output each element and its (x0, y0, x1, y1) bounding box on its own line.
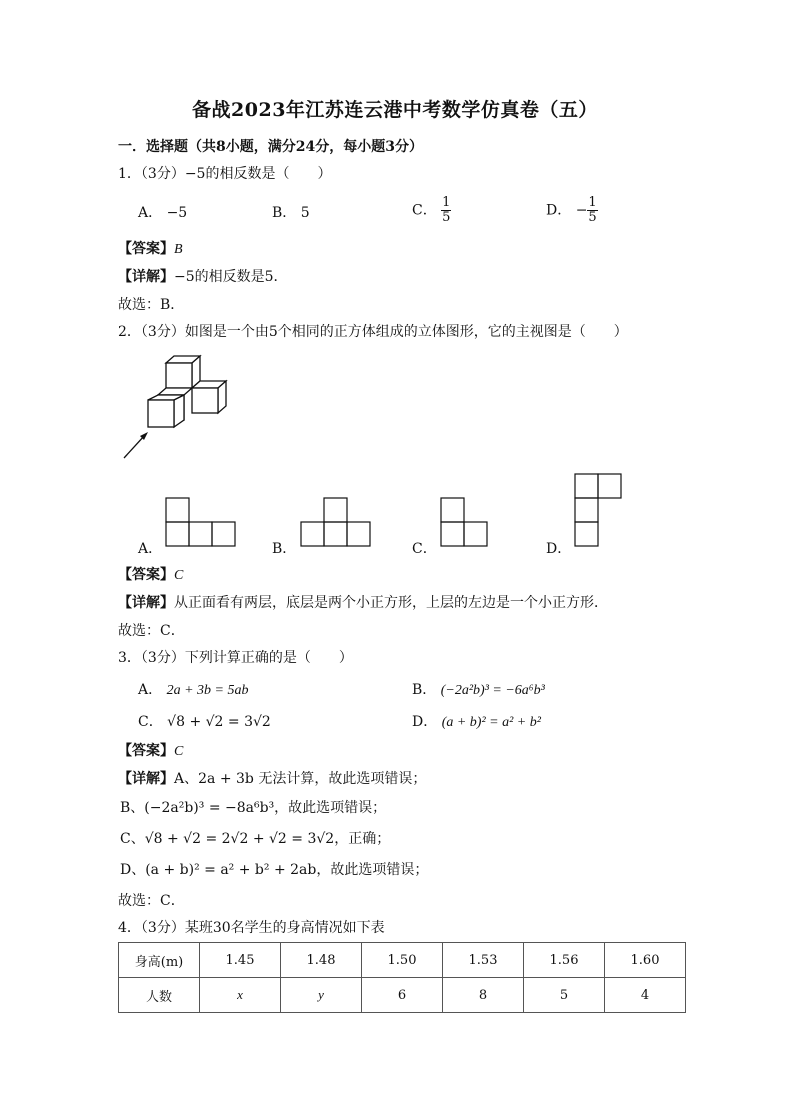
height-table (118, 942, 686, 1013)
table-row (119, 978, 686, 1013)
q2-explain: 【详解】从正面看有两层，底层是两个小正方形，上层的左边是一个小正方形． (118, 595, 608, 611)
table-cell: 人数 (119, 978, 200, 1013)
q1-option-d: D． − $\frac{1}{5}$ (546, 195, 597, 225)
q2-option-d-figure (574, 473, 624, 547)
q1-explain: 【详解】−5的相反数是5． (118, 269, 288, 285)
q2-option-a-figure (165, 497, 237, 547)
table-cell: 6 (362, 978, 443, 1013)
q3-option-b: B． (−2a²b)³ = −6a⁶b³ (412, 682, 545, 698)
table-row (119, 943, 686, 978)
table-cell: x (200, 978, 281, 1013)
table-cell: 5 (524, 978, 605, 1013)
q2-answer: 【答案】C (118, 567, 184, 583)
q3-explain-b: B、(−2a²b)³ = −8a⁶b³，故此选项错误； (120, 800, 387, 816)
q3-explain-c: C、√8 + √2 = 2√2 + √2 = 3√2，正确； (120, 831, 391, 847)
table-cell: 1.45 (200, 943, 281, 978)
q1-option-c: C． $\frac{1}{5}$ (412, 195, 451, 225)
table-cell: 1.50 (362, 943, 443, 978)
q1-answer: 【答案】B (118, 241, 183, 257)
q1-option-a: A． −5 (138, 205, 188, 221)
table-cell: 8 (443, 978, 524, 1013)
q3-explain-a: 【详解】A、2a + 3b 无法计算，故此选项错误； (118, 771, 427, 787)
q1-choose: 故选：B． (118, 297, 185, 313)
table-cell: 1.56 (524, 943, 605, 978)
q2-option-b-label: B． (272, 541, 297, 557)
q3-choose: 故选：C． (118, 893, 185, 909)
table-cell: y (281, 978, 362, 1013)
q2-option-a-label: A． (138, 541, 163, 557)
q2-stem: 2．（3分）如图是一个由5个相同的正方体组成的立体图形，它的主视图是（ ） (118, 324, 628, 340)
q2-option-d-label: D． (546, 541, 572, 557)
fraction: $\frac{1}{5}$ (588, 195, 597, 225)
q2-option-b-figure (300, 497, 372, 547)
q2-option-c-label: C． (412, 541, 437, 557)
table-cell: 1.48 (281, 943, 362, 978)
q2-option-c-figure (440, 497, 490, 547)
q2-choose: 故选：C． (118, 623, 185, 639)
page-title: 备战2023年江苏连云港中考数学仿真卷（五） (192, 99, 598, 121)
q4-stem: 4．（3分）某班30名学生的身高情况如下表 (118, 920, 385, 936)
q3-option-c: C． √8 + √2 = 3√2 (138, 714, 271, 730)
q3-option-a: A． 2a + 3b = 5ab (138, 682, 249, 698)
section-heading: 一．选择题（共8小题，满分24分，每小题3分） (118, 139, 423, 155)
q3-answer: 【答案】C (118, 743, 184, 759)
q3-option-d: D． (a + b)² = a² + b² (412, 714, 541, 730)
table-cell: 4 (605, 978, 686, 1013)
table-cell: 1.60 (605, 943, 686, 978)
table-cell: 1.53 (443, 943, 524, 978)
cube-solid-figure (118, 350, 238, 465)
q3-explain-d: D、(a + b)² = a² + b² + 2ab，故此选项错误； (120, 862, 429, 878)
q3-stem: 3．（3分）下列计算正确的是（ ） (118, 650, 353, 666)
q1-stem: 1．（3分）−5的相反数是（ ） (118, 166, 332, 182)
fraction: $\frac{1}{5}$ (442, 195, 451, 225)
q1-option-b: B． 5 (272, 205, 310, 221)
table-cell: 身高(m) (119, 943, 200, 978)
